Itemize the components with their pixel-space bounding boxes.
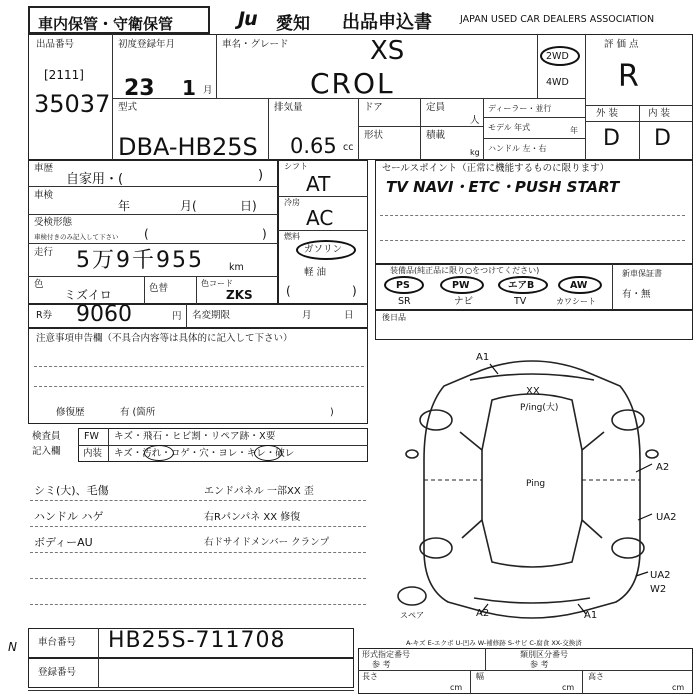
inspector-label-1: 検査員 (32, 431, 61, 442)
mark-rear-w2: W2 (650, 584, 667, 595)
warranty-value: 有・無 (622, 289, 651, 300)
designation-ref: 参 考 (372, 660, 391, 669)
drive-2wd: 2WD (546, 51, 569, 62)
repair-label: 修復歴 (56, 407, 85, 418)
mark-side-a2: A2 (656, 462, 670, 473)
wheel-front-left (420, 410, 452, 430)
class-label: 類別区分番号 (520, 650, 568, 659)
registration-month-unit: 月 (203, 85, 213, 96)
registration-label: 初度登録年月 (118, 39, 176, 50)
margin-mark: N (8, 640, 17, 654)
recycle-value: 9060 (76, 302, 132, 327)
inspector-label-2: 記入欄 (32, 446, 61, 457)
interior-stain-circle (144, 445, 174, 461)
type-label: 型式 (118, 102, 138, 113)
color-change-label: 色替 (149, 283, 169, 294)
mark-rear-ua2: UA2 (650, 570, 671, 581)
lot-number: 35037 (34, 90, 111, 118)
acceptance-close: ) (262, 227, 267, 241)
equip-airbag: エアB (508, 280, 535, 291)
car-trunk (474, 598, 590, 603)
arrow-side-a2 (636, 464, 652, 472)
chassis-value: HB25S-711708 (108, 628, 286, 653)
equip-navi: ナビ (454, 296, 474, 307)
exterior-score: D (603, 126, 620, 151)
transfer-day: 日 (344, 310, 354, 321)
repair-close: ) (330, 407, 334, 418)
displacement-label: 排気量 (274, 102, 303, 113)
mark-front-a1: A1 (476, 352, 490, 363)
damage-legend: A-キズ E-エクボ U-凹み W-補修跡 S-サビ C-腐食 XX-交換済 (406, 639, 582, 647)
model-year-unit: 年 (570, 126, 578, 135)
handle-label: ハンドル 左・右 (488, 144, 547, 153)
color-code-value: ZKS (226, 288, 253, 302)
inspection-year: 年 (118, 199, 131, 213)
height-unit: cm (672, 683, 685, 692)
fuel-gas: ガソリン (304, 244, 343, 255)
acceptance-label: 受検形態 (34, 217, 73, 228)
notes-label: 注意事項申告欄（不具合内容等は具体的に記入して下さい） (36, 333, 293, 344)
form-title: 出品申込書 (342, 12, 432, 33)
history-close: ) (258, 168, 264, 183)
org-name: 愛知 (276, 14, 310, 34)
inspection-label: 車検 (34, 190, 54, 201)
storage-text: 車内保管・守衛保管 (38, 15, 174, 33)
comment-right-3: 右ドサイドメンバー クランプ (204, 537, 330, 548)
class-ref: 参 考 (530, 660, 549, 669)
interior-wear-circle (254, 445, 282, 461)
shift-value: AT (306, 172, 331, 196)
equip-aw: AW (570, 280, 588, 291)
reg-label: 登録番号 (38, 667, 77, 678)
comment-left-3: ボディーAU (34, 536, 93, 549)
height-label: 高さ (588, 672, 604, 681)
inspection-day: 日) (240, 199, 257, 213)
reg-section (28, 658, 354, 688)
ac-label: 冷房 (284, 198, 300, 207)
model-grade: XS (370, 36, 405, 66)
color-code-label: 色コード (201, 279, 233, 288)
mirror-right (646, 450, 658, 458)
repair-value: 有 (箇所 (120, 407, 156, 418)
lot-label: 出品番号 (36, 39, 75, 50)
form-subtitle: JAPAN USED CAR DEALERS ASSOCIATION (460, 14, 655, 25)
equip-tv: TV (514, 296, 527, 307)
ac-value: AC (306, 206, 334, 230)
transfer-month: 月 (302, 310, 312, 321)
sales-label: セールスポイント（正常に機能するものに限ります） (382, 163, 610, 174)
car-diagram (370, 340, 693, 630)
sales-value: TV NAVI・ETC・PUSH START (386, 178, 620, 196)
interior-label: 内 装 (648, 108, 671, 119)
acceptance-open: ( (144, 227, 149, 241)
interior-items: キズ・汚れ・コゲ・穴・ヨレ・キレ・破レ (114, 448, 295, 459)
rear-seat-label: 後日品 (382, 313, 406, 322)
history-label: 車歴 (34, 163, 54, 174)
wheel-front-right (612, 410, 644, 430)
mileage-unit: km (229, 262, 244, 273)
mark-hood-ping: P/ing(大) (520, 403, 559, 413)
equip-pw: PW (452, 280, 470, 291)
transfer-label: 名変期限 (192, 310, 231, 321)
mark-rear-a1: A1 (584, 610, 598, 621)
chassis-label: 車台番号 (38, 637, 77, 648)
registration-year: 23 (124, 76, 155, 101)
exterior-label: 外 装 (596, 108, 619, 119)
car-outline (424, 361, 640, 618)
warranty-label: 新車保証書 (622, 269, 662, 278)
model-name: CROL (310, 67, 395, 100)
displacement-value: 0.65 (290, 134, 337, 158)
registration-month: 1 (182, 76, 196, 100)
mark-roof-ping: Ping (526, 479, 546, 489)
bottom-strip (28, 690, 354, 700)
recycle-unit: 円 (172, 311, 182, 322)
score-label: 評 価 点 (604, 39, 639, 50)
length-unit: cm (450, 683, 463, 692)
capacity-label: 定員 (426, 102, 446, 113)
mark-hood-xx: XX (526, 386, 540, 397)
storage-box (28, 6, 210, 34)
fuel-paren-open: ( (286, 284, 291, 298)
ju-logo: Ju (238, 8, 257, 30)
displacement-unit: cc (343, 142, 354, 153)
mark-side-ua2: UA2 (656, 512, 677, 523)
type-value: DBA-HB25S (118, 133, 258, 161)
inspection-month: 月( (180, 199, 197, 213)
shape-label: 形状 (364, 130, 384, 141)
comment-right-2: 右Rパンパネ XX 修復 (204, 512, 301, 523)
width-unit: cm (562, 683, 575, 692)
car-hood (470, 374, 594, 380)
fw-label: FW (84, 431, 99, 442)
model-year-label: モデル 年式 (488, 123, 531, 132)
shift-label: シフト (284, 162, 308, 171)
rear-seat-section (375, 310, 693, 340)
comment-right-1: エンドパネル 一部XX 歪 (204, 486, 314, 497)
equip-seat: カワシート (556, 297, 596, 306)
fuel-paren-close: ) (352, 284, 357, 298)
interior-label-row: 内装 (83, 448, 103, 459)
mileage-value: 5万9千955 (76, 248, 204, 273)
mark-rear-a2: A2 (476, 608, 490, 619)
recycle-label: R券 (36, 310, 53, 321)
history-value: 自家用・( (66, 172, 124, 187)
fuel-label: 燃料 (284, 232, 300, 241)
capacity-unit: 人 (470, 115, 480, 126)
equip-sr: SR (398, 296, 411, 307)
comment-left-2: ハンドル ハゲ (34, 510, 104, 523)
door-label: ドア (364, 102, 383, 113)
load-label: 積載 (426, 130, 446, 141)
load-unit: kg (470, 148, 480, 157)
mileage-label: 走行 (34, 247, 54, 258)
color-label: 色 (34, 279, 44, 290)
drive-4wd: 4WD (546, 77, 569, 88)
fuel-diesel: 軽 油 (304, 267, 327, 278)
acceptance-note: 車検付きのみ記入して下さい (34, 233, 119, 241)
score-value: R (618, 59, 639, 94)
color-value: ミズイロ (64, 288, 112, 302)
mirror-left (406, 450, 418, 458)
model-label: 車名・グレード (222, 39, 289, 50)
designation-label: 形式指定番号 (362, 650, 410, 659)
spare-wheel (398, 587, 426, 605)
equip-ps: PS (396, 280, 410, 291)
width-label: 幅 (476, 672, 484, 681)
spare-label: スペア (400, 611, 424, 620)
comment-left-1: シミ(大)、毛傷 (34, 484, 109, 497)
interior-score: D (654, 126, 671, 151)
sales-section (375, 160, 693, 264)
equipment-label: 装備品(純正品に限り○をつけてください) (390, 266, 540, 275)
dealer-label: ディーラー・並行 (488, 104, 552, 113)
fw-items: キズ・飛石・ヒビ割・リペア跡・X要 (114, 431, 276, 442)
lot-code: [2111] (44, 68, 84, 82)
length-label: 長さ (362, 672, 378, 681)
